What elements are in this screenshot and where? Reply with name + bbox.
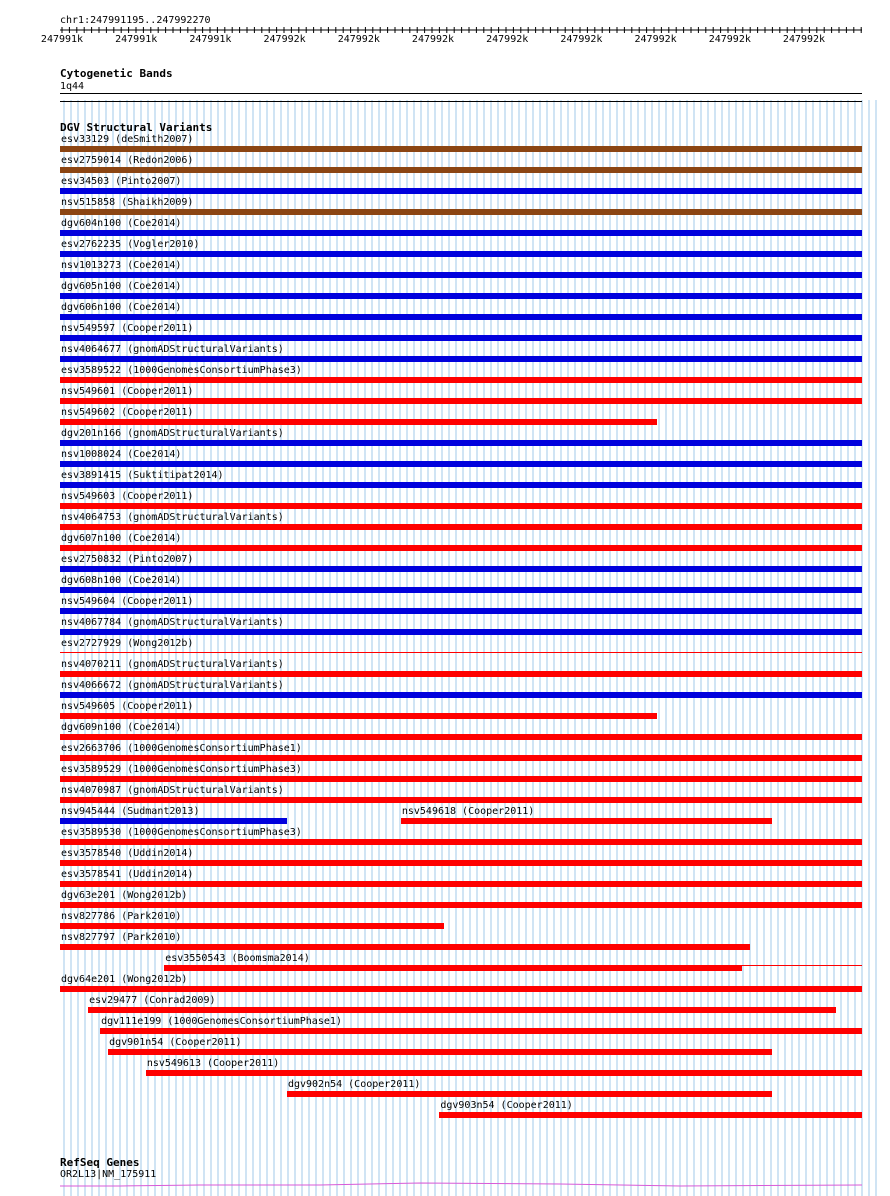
variant-bar[interactable] (60, 587, 862, 593)
ruler-tick-label: 247992k (263, 34, 306, 45)
variant-bar[interactable] (60, 377, 862, 383)
variant-bar[interactable] (60, 713, 657, 719)
variant-label[interactable]: dgv901n54 (Cooper2011) (109, 1037, 242, 1048)
variant-label[interactable]: esv3589529 (1000GenomesConsortiumPhase3) (61, 764, 302, 775)
variant-label[interactable]: dgv608n100 (Coe2014) (61, 575, 182, 586)
variant-label[interactable]: dgv607n100 (Coe2014) (61, 533, 182, 544)
variant-bar-tail (742, 965, 862, 966)
variant-bar[interactable] (439, 1112, 862, 1118)
ruler-tick-label: 247992k (411, 34, 455, 45)
refseq-gene-line[interactable] (60, 1180, 862, 1188)
ruler-tick-label: 247991k (189, 34, 232, 45)
variant-bar[interactable] (60, 860, 862, 866)
variant-bar[interactable] (60, 797, 862, 803)
variant-label[interactable]: dgv605n100 (Coe2014) (61, 281, 182, 292)
variant-label[interactable]: esv2750832 (Pinto2007) (61, 554, 194, 565)
variant-bar[interactable] (60, 755, 862, 761)
variant-bar[interactable] (60, 545, 862, 551)
variant-label[interactable]: nsv4064753 (gnomADStructuralVariants) (61, 512, 284, 523)
ruler-tick-label: 247992k (560, 34, 603, 45)
ruler-tick-label: 247992k (337, 34, 380, 45)
variant-label[interactable]: nsv549613 (Cooper2011) (146, 1058, 280, 1069)
variant-bar[interactable] (60, 419, 657, 425)
variant-label[interactable]: nsv549618 (Cooper2011) (401, 806, 535, 817)
variant-label[interactable]: nsv4070987 (gnomADStructuralVariants) (61, 785, 284, 796)
variant-label[interactable]: nsv549605 (Cooper2011) (61, 701, 194, 712)
variant-bar[interactable] (60, 671, 862, 677)
variant-label[interactable]: dgv63e201 (Wong2012b) (61, 890, 188, 901)
variant-label[interactable]: esv3891415 (Suktitipat2014) (61, 470, 224, 481)
variant-label[interactable]: nsv945444 (Sudmant2013) (61, 806, 200, 817)
variant-label[interactable]: esv2727929 (Wong2012b) (61, 638, 194, 649)
cytoband-ideogram-line-bottom (60, 101, 862, 102)
variant-bar[interactable] (60, 461, 862, 467)
variant-bar[interactable] (60, 293, 862, 299)
region-coordinates: chr1:247991195..247992270 (60, 15, 211, 26)
ruler-tick-label: 247991k (40, 34, 84, 45)
variant-bar[interactable] (60, 503, 862, 509)
variant-label[interactable]: nsv4067784 (gnomADStructuralVariants) (61, 617, 284, 628)
variant-bar[interactable] (401, 818, 772, 824)
variant-label[interactable]: esv3589530 (1000GenomesConsortiumPhase3) (61, 827, 302, 838)
variant-label[interactable]: dgv609n100 (Coe2014) (61, 722, 182, 733)
variant-label[interactable]: nsv515858 (Shaikh2009) (61, 197, 194, 208)
variant-label[interactable]: esv3578540 (Uddin2014) (61, 848, 194, 859)
variant-label[interactable]: esv29477 (Conrad2009) (89, 995, 216, 1006)
variant-label[interactable]: nsv827786 (Park2010) (61, 911, 182, 922)
variant-bar[interactable] (60, 881, 862, 887)
variant-label[interactable]: nsv4064677 (gnomADStructuralVariants) (61, 344, 284, 355)
variant-label[interactable]: dgv903n54 (Cooper2011) (440, 1100, 573, 1111)
gene-line-shape (60, 1183, 862, 1186)
ruler-tick-label: 247992k (486, 34, 529, 45)
variant-label[interactable]: dgv201n166 (gnomADStructuralVariants) (61, 428, 284, 439)
variant-label[interactable]: dgv902n54 (Cooper2011) (287, 1079, 421, 1090)
variant-label[interactable]: nsv549597 (Cooper2011) (61, 323, 194, 334)
variant-bar[interactable] (60, 986, 862, 992)
variant-bar[interactable] (60, 944, 750, 950)
variant-bar[interactable] (100, 1028, 862, 1034)
variant-label[interactable]: nsv1008024 (Coe2014) (61, 449, 182, 460)
variant-label[interactable]: dgv64e201 (Wong2012b) (61, 974, 188, 985)
ruler-tick-label: 247992k (708, 34, 751, 45)
cytoband-ideogram-line-top (60, 93, 862, 94)
cytoband-label: 1q44 (60, 81, 85, 92)
variant-bar[interactable] (60, 314, 862, 320)
variant-label[interactable]: nsv549601 (Cooper2011) (61, 386, 194, 397)
variant-label[interactable]: esv3589522 (1000GenomesConsortiumPhase3) (61, 365, 302, 376)
ruler-tick-label: 247992k (782, 34, 826, 45)
ruler-tick-label: 247992k (634, 34, 677, 45)
variant-label[interactable]: nsv549604 (Cooper2011) (61, 596, 194, 607)
variant-bar[interactable] (60, 251, 862, 257)
variant-bar[interactable] (60, 839, 862, 845)
cytogenetic-track-title[interactable]: Cytogenetic Bands (60, 67, 173, 80)
refseq-gene-label[interactable]: OR2L13|NM_175911 (60, 1169, 157, 1180)
variant-label[interactable]: dgv604n100 (Coe2014) (61, 218, 182, 229)
variant-label[interactable]: dgv111e199 (1000GenomesConsortiumPhase1) (101, 1016, 342, 1027)
variant-label[interactable]: esv33129 (deSmith2007) (61, 134, 194, 145)
variant-label[interactable]: nsv827797 (Park2010) (61, 932, 182, 943)
variant-bar[interactable] (60, 652, 862, 653)
variant-bar[interactable] (88, 1007, 836, 1013)
variant-bar[interactable] (60, 356, 862, 362)
variant-bar[interactable] (60, 230, 862, 236)
variant-bar[interactable] (60, 335, 862, 341)
variant-bar[interactable] (60, 398, 862, 404)
variant-bar[interactable] (60, 692, 862, 698)
variant-bar[interactable] (60, 440, 862, 446)
variant-label[interactable]: esv2762235 (Vogler2010) (61, 239, 200, 250)
variant-bar[interactable] (60, 146, 862, 152)
variant-bar[interactable] (164, 965, 741, 971)
variant-bar[interactable] (60, 776, 862, 782)
variant-label[interactable]: nsv549602 (Cooper2011) (61, 407, 194, 418)
variant-bar[interactable] (60, 902, 862, 908)
variant-label[interactable]: esv2663706 (1000GenomesConsortiumPhase1) (61, 743, 302, 754)
variant-label[interactable]: nsv1013273 (Coe2014) (61, 260, 182, 271)
variant-bar[interactable] (60, 566, 862, 572)
ruler-tick-label: 247991k (115, 34, 158, 45)
variant-bar[interactable] (60, 608, 862, 614)
variant-label[interactable]: nsv549603 (Cooper2011) (61, 491, 194, 502)
variant-bar[interactable] (60, 167, 862, 173)
variant-label[interactable]: dgv606n100 (Coe2014) (61, 302, 182, 313)
variant-bar[interactable] (60, 818, 287, 824)
variant-bar[interactable] (60, 209, 862, 215)
variant-bar[interactable] (108, 1049, 772, 1055)
refseq-track-title[interactable]: RefSeq Genes (60, 1156, 140, 1169)
variant-bar[interactable] (60, 734, 862, 740)
variant-label[interactable]: esv3578541 (Uddin2014) (61, 869, 194, 880)
variant-bar[interactable] (60, 629, 862, 635)
variant-bar[interactable] (60, 188, 862, 194)
variant-label[interactable]: esv2759014 (Redon2006) (61, 155, 194, 166)
variant-bar[interactable] (287, 1091, 772, 1097)
variant-label[interactable]: nsv4066672 (gnomADStructuralVariants) (61, 680, 284, 691)
variant-label[interactable]: esv3550543 (Boomsma2014) (165, 953, 310, 964)
variant-bar[interactable] (146, 1070, 862, 1076)
variant-bar[interactable] (60, 524, 862, 530)
variant-label[interactable]: esv34503 (Pinto2007) (61, 176, 182, 187)
variant-bar[interactable] (60, 482, 862, 488)
variant-bar[interactable] (60, 272, 862, 278)
dgv-track-title[interactable]: DGV Structural Variants (60, 121, 213, 134)
variant-label[interactable]: nsv4070211 (gnomADStructuralVariants) (61, 659, 284, 670)
variant-bar[interactable] (60, 923, 444, 929)
